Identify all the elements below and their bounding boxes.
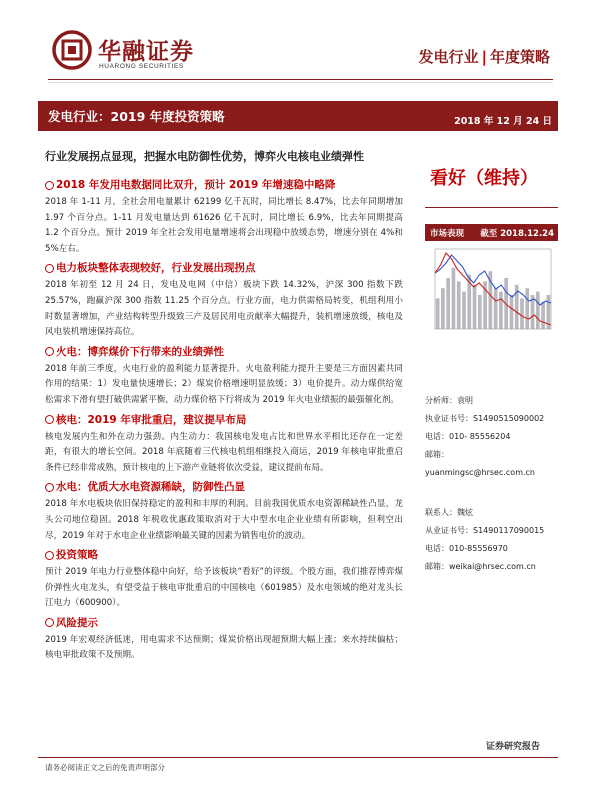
circle-bullet-icon: [45, 264, 54, 273]
contact-email-value: weikai@hrsec.com.cn: [449, 562, 536, 571]
section-heading: [45, 261, 403, 275]
circle-bullet-icon: [45, 551, 54, 560]
market-performance-bar: [425, 224, 558, 241]
market-label: 市场表现: [430, 229, 465, 239]
lead-cert-label: 执业证书号：: [425, 414, 473, 423]
logo-name: 华融证券: [98, 39, 194, 65]
report-type: [418, 46, 550, 67]
header-divider: [48, 79, 553, 80]
section-body: 2018 年初至 12 月 24 日，发电及电网（中信）板块下跌 14.32%，沪深 300 指数下跌 25.57%，跑赢沪深 300 指数 11.25 个百分点。行业方面，电力供需格局转变，机组利用小时数显著增加，产业结构转型升级致三产及居民用电贡献率大幅提升，装机增速放缓，核电及风电装机增速保持高位。: [45, 280, 403, 338]
section: [45, 548, 403, 612]
circle-bullet-icon: [45, 483, 54, 492]
page-header: [0, 0, 600, 88]
contact-person: [425, 504, 575, 522]
section-body: 2018 年前三季度，火电行业的盈利能力显著提升。火电盈利能力提升主要是三方面因素共同作用的结果：1）发电量快速增长；2）煤炭价格增速明显放缓；3）电价提升。动力煤供给宽松需求下滑有望打破供需紧平衡，动力煤价格下行将成为 2019 年火电业绩振的最强催化剂。: [45, 363, 403, 405]
section: [45, 616, 403, 664]
report-kind: 年度策略: [489, 48, 550, 66]
section-heading: [45, 548, 403, 562]
section-heading: [45, 480, 403, 494]
section-heading: [45, 178, 403, 192]
lead-phone-value: 010- 85556204: [449, 432, 511, 441]
volume-bar: [452, 268, 456, 329]
rating-divider: [425, 207, 558, 208]
main-content: [45, 178, 403, 668]
section-heading: [45, 616, 403, 630]
volume-bar: [478, 295, 482, 329]
section-body: 核电发展内生和外在动力强劲。内生动力：我国核电发电占比和世界水平相比还存在一定差距，有很大的增长空间。2018 年底随着三代核电机组相继投入商运，2019 年核电审批重启条件已经非常成熟，预计核电的上下游产业链将依次受益，建议提前布局。: [45, 431, 403, 473]
section: [45, 480, 403, 544]
lead-analyst: [425, 392, 575, 410]
report-subtitle: 行业发展拐点显现，把握水电防御性优势，博弈火电核电业绩弹性: [45, 150, 364, 163]
section-heading-text: 2018 年发用电数据同比双升，预计 2019 年增速稳中略降: [56, 179, 336, 191]
section-heading-text: 火电：博弈煤价下行带来的业绩弹性: [56, 345, 224, 358]
lead-email: yuanmingsc@hrsec.com.cn: [425, 468, 535, 477]
contact-phone-value: 010-85556970: [449, 544, 508, 553]
volume-bar: [536, 292, 540, 329]
section-heading-text: 电力板块整体表现较好，行业发展出现拐点: [56, 262, 256, 275]
market-chart: [425, 241, 558, 347]
section-body: 预计 2019 年电力行业整体稳中向好，给予该板块“看好”的评级。个股方面，我们推荐博弈煤价弹性火电龙头，有望受益于核电审批重启的中国核电（601985）及水电领域的绝对龙头长江电力（600900）。: [45, 567, 403, 609]
contact-cert-label: 从业证书号：: [425, 526, 473, 535]
volume-bar: [441, 288, 445, 329]
volume-bar: [462, 292, 466, 329]
volume-bar: [436, 298, 440, 329]
lead-role-label: 分析师：: [425, 396, 457, 405]
lead-cert: [425, 410, 575, 428]
section-heading-text: 风险提示: [56, 616, 98, 629]
lead-name: 袁明: [457, 396, 473, 405]
section: [45, 413, 403, 477]
title-bar: [38, 101, 558, 131]
report-industry: 发电行业: [418, 48, 479, 66]
volume-bar: [457, 281, 461, 329]
section: [45, 261, 403, 340]
report-title: 发电行业：2019 年度投资策略: [48, 109, 225, 124]
footer-brand: 证券研究报告: [486, 742, 541, 752]
volume-bar: [446, 278, 450, 329]
spacer: [425, 482, 575, 504]
volume-bar: [541, 302, 545, 329]
header-divider-light: [48, 82, 553, 83]
contact-email: [425, 558, 575, 576]
huarong-logo-icon: [52, 30, 92, 70]
volume-bar: [473, 285, 477, 329]
analyst-info: [425, 392, 575, 576]
section-body: 2018 年 1-11 月，全社会用电量累计 62199 亿千瓦时，同比增长 8.47%，比去年同期增加 1.97 个百分点。1-11 月发电量达到 61626 亿千瓦时，同比增长 6.9%，比去年同期提高 1.2 个百分点。预计 2019 年全社会发用电量增速将会出现稳中放缓态势，增速分别在 4%和 5%左右。: [45, 197, 403, 254]
volume-bar: [510, 295, 514, 329]
lead-email-label: 邮箱：: [425, 450, 449, 459]
contact-phone: [425, 540, 575, 558]
volume-bar: [520, 298, 524, 329]
section-heading: [45, 345, 403, 359]
report-date: 2018 年 12 月 24 日: [454, 116, 552, 127]
circle-bullet-icon: [45, 618, 54, 627]
volume-bar: [499, 292, 503, 329]
section-heading-text: 投资策略: [56, 549, 98, 562]
volume-bar: [494, 288, 498, 329]
market-asof: 截至 2018.12.24: [480, 229, 554, 239]
report-separator: |: [481, 48, 487, 66]
circle-bullet-icon: [45, 347, 54, 356]
contact-email-label: 邮箱：: [425, 562, 449, 571]
volume-bar: [525, 288, 529, 329]
lead-phone-label: 电话：: [425, 432, 449, 441]
contact-name: 魏炫: [457, 508, 473, 517]
section-heading-text: 水电：优质大水电资源稀缺，防御性凸显: [56, 481, 245, 494]
circle-bullet-icon: [45, 181, 54, 190]
footer-divider: [38, 757, 558, 758]
logo-english: HUARONG SECURITIES: [99, 63, 184, 70]
section-body: 2018 年水电板块依旧保持稳定的盈利和丰厚的利润。目前我国优质水电资源稀缺性凸显，龙头公司地位稳固。2018 年税收优惠政策取消对于大中型水电企业业绩有所影响，但利空出尽，2019 年对于水电企业业绩影响最关键的因素为销售电价的波动。: [45, 499, 403, 541]
rating: 看好（维持）: [430, 168, 538, 189]
lead-phone: [425, 428, 575, 446]
section: [45, 178, 403, 257]
circle-bullet-icon: [45, 415, 54, 424]
contact-cert: [425, 522, 575, 540]
section-heading: [45, 413, 403, 427]
section-body: 2019 年宏观经济低迷，用电需求不达预期；煤炭价格出现超预期大幅上涨；来水持续偏枯；核电审批政策不及预期。: [45, 634, 403, 661]
contact-cert-value: S1490117090015: [473, 526, 545, 535]
section: [45, 345, 403, 409]
section-heading-text: 核电：2019 年审批重启，建议提早布局: [56, 413, 247, 426]
contact-phone-label: 电话：: [425, 544, 449, 553]
footer-disclaimer: 请务必阅读正文之后的免责声明部分: [45, 763, 165, 772]
lead-cert-value: S1490515090002: [473, 414, 545, 423]
contact-role-label: 联系人：: [425, 508, 457, 517]
